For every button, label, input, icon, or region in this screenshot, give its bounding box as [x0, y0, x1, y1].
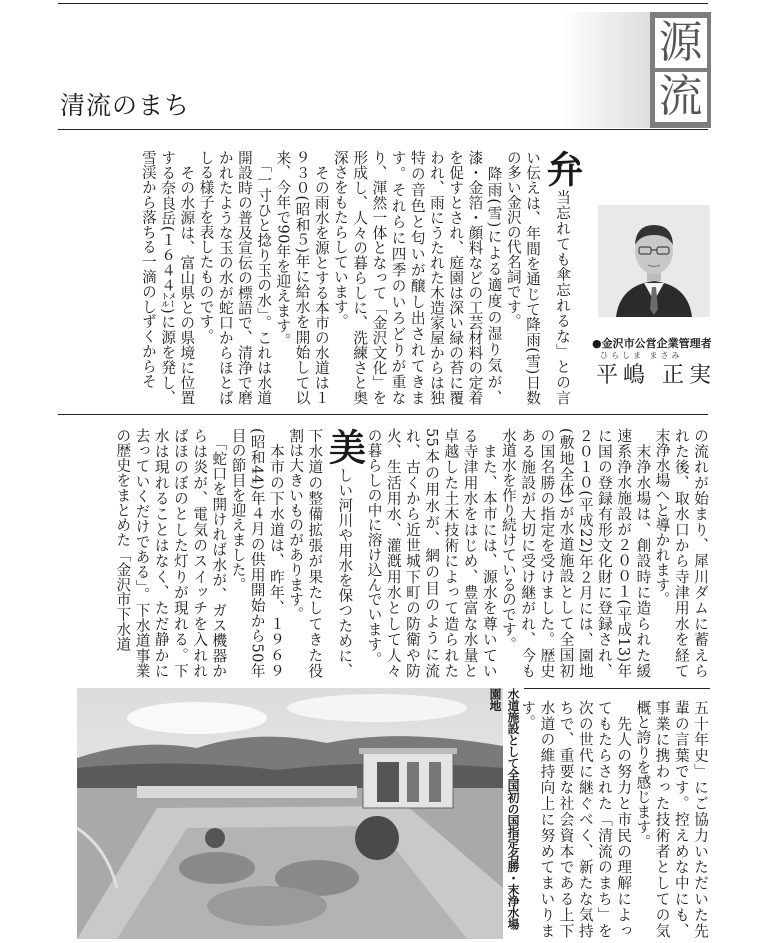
page-title: 清流のまち — [60, 91, 191, 120]
photo-caption: 水道施設として全国初の国指定名勝・末浄水場園地 — [488, 688, 520, 930]
author-role: ●金沢市公営企業管理者 — [592, 337, 712, 350]
plant-photo-image — [77, 688, 503, 939]
section-body: 降雨(雪)による適度の湿り気が、漆・金箔・顔料などの工芸材料の定着を促すとされ、庭園は深い緑の苔に覆われ、雨にうたれた木造家屋からは独特の音色と匂いが醸し出されてきます。それらに四季のいろどりが重なり、渾然一体となって「金沢文化」を形成し、人々の暮らしに、洗練さと奥深さをもたらしています。 その雨水を源とする本市の水道は１９３０(昭和５)年に給水を開始して以来、今年で90年を迎えます。 「一寸ひと捻り玉の水」。これは水道開設時の普及宣伝の標語で、清浄で磨かれたような玉の水が蛇口からほとばしる様子を表したものです。 その水源は、富山県との県境に位置する奈良岳(１６４４㍍)に源を発し、雪渓から落ちる一滴のしずくからそ — [139, 150, 503, 405]
author-portrait — [598, 205, 710, 317]
section-tag-char: 源 — [655, 18, 707, 68]
section-tag — [650, 12, 711, 128]
closing-rule — [524, 688, 710, 689]
section-lead: 当忘れても傘忘れるな」との言い伝えは、年間を通じて降雨(雪)日数の多い金沢の代名詞です。 — [504, 150, 571, 405]
dropcap: 弁 — [540, 150, 584, 188]
section-tag-char: 流 — [655, 72, 707, 122]
section-body: 五十年史」にご協力いただいた先輩の言葉です。控えめな中にも、事業に携わった技術者としての気概と誇りを感じます。 先人の努力と市民の理解によってもたらされた「清流のまち」を次の世代に継ぐべく、新たな気持ちで、重要な社会資本である上下水道の維持向上に努めてまいります。 — [519, 700, 709, 938]
article-column-closing — [519, 700, 710, 938]
section-body: しい河川や用水を保つために、下水道の整備拡張が果たしてきた役割は大きいものがあります。 本市の下水道は、昨年、１９６９(昭和44)年４月の供用開始から50年目の節目を迎えました。 「蛇口を開ければ水が、ガス機器からは炎が、電気のスイッチを入れればほのぼのとした灯りが現れる。下水は現れることはなく、ただ静かに去っていくだけである」。下水道事業の歴史をまとめた「金沢市下水道 — [114, 428, 354, 678]
article-column-lower — [60, 428, 710, 678]
top-rule — [58, 3, 708, 4]
author-name-ruby: ひらしま まさみ — [600, 351, 683, 360]
dropcap: 美 — [322, 428, 367, 466]
author-portrait-image — [598, 205, 710, 317]
article-column-upper — [60, 150, 582, 405]
author-name: 平嶋 正実 — [596, 363, 716, 388]
title-rule — [58, 129, 708, 130]
column-divider — [58, 414, 708, 415]
section-body: の流れが始まり、犀川ダムに蓄えられた後、取水口から寺津用水を経て末浄水場へと導かれます。 末浄水場は、創設時に造られた緩速系浄水施設が２００１(平成13)年に国の登録有形文化財に登録され、２０１０(平成22)年２月には、園地(敷地全体)が水道施設として全国初の国名勝の指定を受けました。歴史ある施設が大切に受け継がれ、今も水道水を作り続けているのです。 また、本市には、源水を尊いている寺津用水をはじめ、豊富な水量と卓越した土木技術によって造られた55本の用水が、網の目のように流れ、古くから近世城下町の防衛や防火、生活用水、灌漑用水として人々の暮らしの中に溶け込んでいます。 — [365, 428, 709, 678]
plant-photo — [77, 688, 503, 939]
